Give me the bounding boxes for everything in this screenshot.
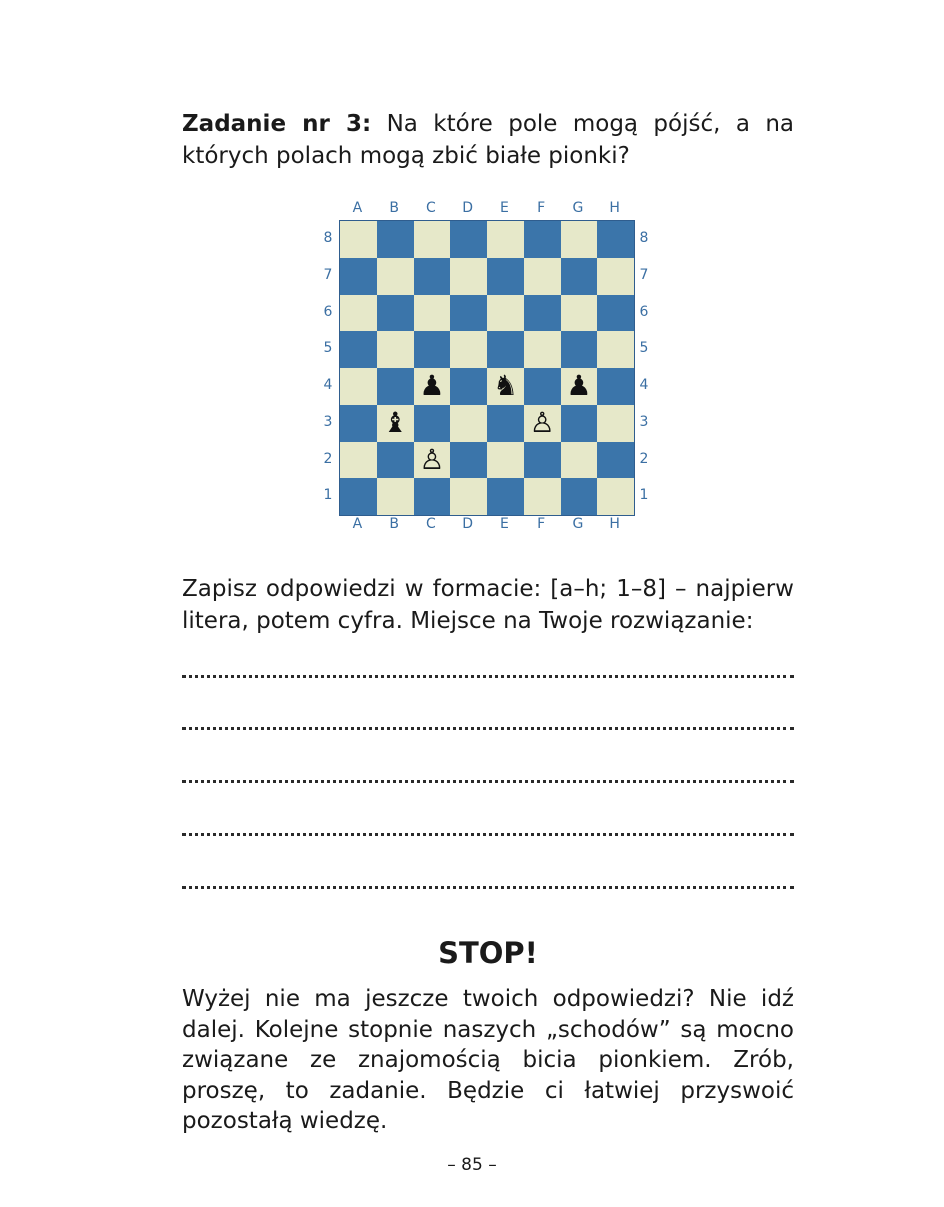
square-f4 (524, 368, 561, 405)
rank-label: 7 (323, 266, 333, 283)
square-c1 (414, 478, 451, 515)
file-label: A (352, 200, 363, 216)
rank-label: 6 (639, 303, 649, 320)
square-g8 (561, 221, 598, 258)
task-label: Zadanie nr 3: (182, 111, 372, 137)
rank-label: 3 (639, 413, 649, 430)
square-e5 (487, 331, 524, 368)
square-a5 (340, 331, 377, 368)
square-d2 (450, 442, 487, 479)
black-pawn-icon: ♟ (566, 369, 592, 403)
task-question: Na które pole mogą pójść, a na których polach mogą zbić białe pionki? (182, 111, 795, 169)
square-a6 (340, 295, 377, 332)
file-labels-top (339, 198, 633, 218)
square-f2 (524, 442, 561, 479)
square-e4 (487, 368, 524, 405)
square-g2 (561, 442, 598, 479)
stop-heading: STOP! (438, 936, 538, 970)
square-b5 (377, 331, 414, 368)
file-label: D (462, 200, 474, 216)
answer-line[interactable] (182, 675, 794, 678)
square-d6 (450, 295, 487, 332)
file-label: D (462, 516, 474, 532)
square-a2 (340, 442, 377, 479)
black-knight-icon: ♞ (492, 369, 518, 403)
square-c6 (414, 295, 451, 332)
black-bishop-icon: ♝ (382, 406, 408, 440)
answer-line[interactable] (182, 727, 794, 730)
square-b6 (377, 295, 414, 332)
rank-label: 1 (639, 487, 649, 504)
rank-label: 3 (323, 413, 333, 430)
square-c3 (414, 405, 451, 442)
square-f7 (524, 258, 561, 295)
rank-label: 7 (639, 266, 649, 283)
square-h8 (597, 221, 634, 258)
task-text (182, 108, 794, 172)
file-label: G (572, 516, 584, 532)
square-e1 (487, 478, 524, 515)
file-label: B (389, 516, 399, 532)
file-label: G (572, 200, 584, 216)
square-h5 (597, 331, 634, 368)
file-label: F (537, 200, 546, 216)
rank-labels-right (634, 220, 654, 514)
square-h2 (597, 442, 634, 479)
rank-label: 2 (323, 450, 333, 467)
square-a4 (340, 368, 377, 405)
file-label: C (425, 516, 436, 532)
answer-line[interactable] (182, 833, 794, 836)
stop-paragraph: Wyżej nie ma jeszcze twoich odpowiedzi? Nie idź dalej. Kolejne stopnie naszych „schodów” są mocno związane ze znajomością bicia pionkiem. Zrób, proszę, to zadanie. Będzie ci łatwiej przyswoić pozostałą wiedzę. (182, 986, 794, 1134)
square-g3 (561, 405, 598, 442)
square-c2 (414, 442, 451, 479)
rank-label: 8 (323, 230, 333, 246)
square-h3 (597, 405, 634, 442)
file-label: A (352, 516, 363, 532)
square-g5 (561, 331, 598, 368)
square-b4 (377, 368, 414, 405)
chessboard-diagram (312, 196, 658, 542)
white-pawn-icon: ♙ (419, 442, 445, 476)
square-d8 (450, 221, 487, 258)
white-pawn-icon: ♙ (529, 406, 555, 440)
file-label: C (425, 200, 436, 216)
chessboard (339, 220, 635, 516)
square-g4 (561, 368, 598, 405)
square-g1 (561, 478, 598, 515)
rank-label: 4 (323, 377, 333, 393)
square-g6 (561, 295, 598, 332)
square-b1 (377, 478, 414, 515)
square-e6 (487, 295, 524, 332)
square-c7 (414, 258, 451, 295)
square-h4 (597, 368, 634, 405)
square-f8 (524, 221, 561, 258)
file-label: E (499, 516, 509, 532)
square-c4 (414, 368, 451, 405)
rank-label: 4 (639, 377, 649, 393)
square-h1 (597, 478, 634, 515)
rank-label: 1 (323, 487, 333, 504)
file-labels-bottom (339, 514, 633, 534)
square-d7 (450, 258, 487, 295)
square-g7 (561, 258, 598, 295)
instructions: Zapisz odpowiedzi w formacie: [a–h; 1–8] – najpierw litera, potem cyfra. Miejsce na Twoje rozwiązanie: (182, 576, 794, 634)
square-f5 (524, 331, 561, 368)
square-e7 (487, 258, 524, 295)
square-f3 (524, 405, 561, 442)
square-d5 (450, 331, 487, 368)
file-label: B (389, 200, 399, 216)
square-d4 (450, 368, 487, 405)
square-a1 (340, 478, 377, 515)
square-c8 (414, 221, 451, 258)
square-h6 (597, 295, 634, 332)
rank-labels-left (318, 220, 338, 514)
file-label: H (609, 516, 620, 532)
square-a7 (340, 258, 377, 295)
square-a3 (340, 405, 377, 442)
square-e3 (487, 405, 524, 442)
square-e2 (487, 442, 524, 479)
square-b2 (377, 442, 414, 479)
square-d1 (450, 478, 487, 515)
square-f6 (524, 295, 561, 332)
square-c5 (414, 331, 451, 368)
rank-label: 5 (639, 340, 649, 357)
rank-label: 2 (639, 450, 649, 467)
square-b3 (377, 405, 414, 442)
file-label: F (537, 516, 546, 532)
file-label: E (499, 200, 509, 216)
file-label: H (609, 200, 620, 216)
page-number: – 85 – (447, 1155, 497, 1175)
square-e8 (487, 221, 524, 258)
answer-line[interactable] (182, 780, 794, 783)
answer-line[interactable] (182, 886, 794, 889)
rank-label: 5 (323, 340, 333, 357)
square-a8 (340, 221, 377, 258)
rank-label: 8 (639, 230, 649, 246)
square-b7 (377, 258, 414, 295)
square-h7 (597, 258, 634, 295)
black-pawn-icon: ♟ (419, 369, 445, 403)
rank-label: 6 (323, 303, 333, 320)
square-d3 (450, 405, 487, 442)
square-b8 (377, 221, 414, 258)
square-f1 (524, 478, 561, 515)
